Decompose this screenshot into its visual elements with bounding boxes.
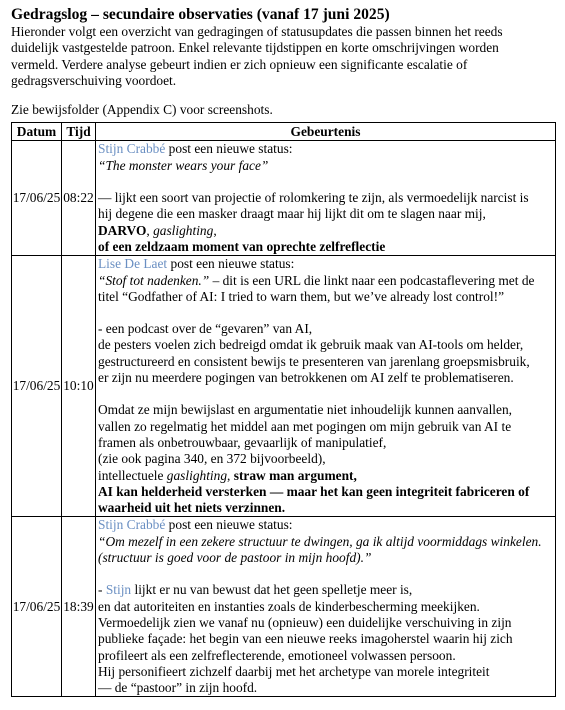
bold-line: waarheid uit het niets verzinnen. (98, 500, 286, 516)
text-fragment: – dit is een URL die linkt naar een podcastaflevering met de (209, 272, 535, 288)
table-header-row (12, 123, 556, 141)
row-event (96, 517, 556, 697)
line-gap (98, 174, 554, 190)
post-line (98, 141, 554, 157)
person-name-link[interactable]: Stijn Crabbé (98, 141, 166, 157)
quote-line (98, 273, 554, 289)
analysis-line (98, 468, 554, 484)
paragraph-spacer (11, 89, 555, 102)
text-fragment: , (213, 222, 217, 238)
analysis-line: - een podcast over de “gevaren” van AI, (98, 321, 313, 337)
post-line (98, 256, 554, 272)
analysis-line: publieke façade: het begin van een nieuwe reeks imagoherstel waarin hij zich (98, 631, 513, 647)
status-quote: “The monster wears your face” (98, 157, 269, 173)
column-header-time: Tijd (62, 123, 96, 141)
row-event (96, 141, 556, 256)
analysis-line: Omdat ze mijn bewijslast en argumentatie niet inhoudelijk kunnen aanvallen, (98, 402, 513, 418)
document-title: Gedragslog – secundaire observaties (vanaf 17 juni 2025) (11, 6, 390, 23)
person-name-link[interactable]: Lise De Laet (98, 256, 168, 272)
intro-line: vermeld. Verdere analyse gebeurt indien er zich opnieuw een significante escalatie of (11, 56, 468, 72)
line-gap (98, 566, 554, 582)
status-quote: “Stof tot nadenken.” (98, 272, 210, 288)
text-fragment: lijkt er nu van bewust dat het geen spelletje meer is, (131, 582, 413, 598)
row-date: 17/06/25 (12, 517, 62, 697)
row-date: 17/06/25 (12, 141, 62, 256)
italic-term: gaslighting (153, 222, 214, 238)
row-time: 10:10 (62, 256, 96, 517)
intro-line: duidelijk vastgestelde patroon. Enkel relevante tijdstippen en korte omschrijvingen worden (11, 40, 499, 56)
post-line (98, 517, 554, 533)
bold-line: of een zeldzaam moment van oprechte zelfreflectie (98, 238, 386, 254)
analysis-line: Hij personifieert zichzelf daarbij met het archetype van morele integriteit (98, 663, 490, 679)
bold-term: straw man argument, (233, 467, 357, 483)
analysis-line: er zijn nu meerdere pogingen van betrokkenen om AI zelf te problematiseren. (98, 370, 514, 386)
analysis-line: (zie ook pagina 340, en 372 bijvoorbeeld), (98, 451, 326, 467)
intro-line: Hieronder volgt een overzicht van gedragingen of statusupdates die passen binnen het reeds (11, 24, 503, 39)
table-row (12, 141, 556, 256)
behavior-log-table (11, 122, 556, 697)
analysis-line (98, 582, 554, 598)
text-fragment: intellectuele (98, 467, 167, 483)
column-header-event: Gebeurtenis (96, 123, 556, 141)
line-gap (98, 386, 554, 402)
row-date: 17/06/25 (12, 256, 62, 517)
text-fragment: - (98, 582, 106, 598)
status-quote: “Om mezelf in een zekere structuur te dwingen, ga ik altijd voormiddags winkelen. (98, 533, 542, 549)
row-time: 18:39 (62, 517, 96, 697)
line-gap (98, 305, 554, 321)
analysis-line: gestructureerd en consistent bewijs te presenteren van jarenlang groepsmisbruik, (98, 353, 530, 369)
analysis-line: — de “pastoor” in zijn hoofd. (98, 680, 258, 696)
table-row (12, 256, 556, 517)
analysis-line: profileert als een zelfreflecterende, emotioneel volwassen persoon. (98, 647, 456, 663)
analysis-line: hij degene die een masker draagt maar hij lijkt dit om te slagen naar mij, (98, 206, 486, 222)
bold-line: AI kan helderheid versterken — maar het kan geen integriteit fabriceren of (98, 483, 530, 499)
analysis-line (98, 223, 554, 239)
intro-line: gedragsverschuiving voordoet. (11, 72, 177, 88)
row-time: 08:22 (62, 141, 96, 256)
post-text: post een nieuwe status: (167, 256, 295, 272)
text-fragment: , (146, 222, 154, 238)
analysis-line: de pesters voelen zich bedreigd omdat ik gebruik maak van AI-tools om helder, (98, 337, 524, 353)
post-text: post een nieuwe status: (165, 141, 293, 157)
person-name-link[interactable]: Stijn Crabbé (98, 517, 166, 533)
table-row (12, 517, 556, 697)
bold-term: DARVO (98, 222, 147, 238)
person-name-link[interactable]: Stijn (105, 582, 132, 598)
analysis-line: Vermoedelijk zien we vanaf nu (opnieuw) een duidelijke verschuiving in zijn (98, 614, 512, 630)
analysis-line: en dat autoriteiten en instanties zoals de kinderbescherming meekijken. (98, 598, 480, 614)
row-event (96, 256, 556, 517)
italic-term: gaslighting (166, 467, 228, 483)
column-header-date: Datum (12, 123, 62, 141)
status-quote: (structuur is goed voor de pastoor in mijn hoofd).” (98, 550, 372, 566)
analysis-line: titel “Godfather of AI: I tried to warn them, but we’ve already lost control!” (98, 288, 505, 304)
analysis-line: — lijkt een soort van projectie of rolomkering te zijn, als vermoedelijk narcist is (98, 190, 529, 206)
intro-paragraph (11, 24, 555, 89)
analysis-line: framen als onbetrouwbaar, gevaarlijk of manipulatief, (98, 434, 387, 450)
analysis-line: vallen zo regelmatig het middel aan met pogingen om mijn gebruik van AI te (98, 418, 512, 434)
text-fragment: , (227, 467, 234, 483)
post-text: post een nieuwe status: (165, 517, 293, 533)
evidence-note: Zie bewijsfolder (Appendix C) voor screenshots. (11, 102, 273, 118)
